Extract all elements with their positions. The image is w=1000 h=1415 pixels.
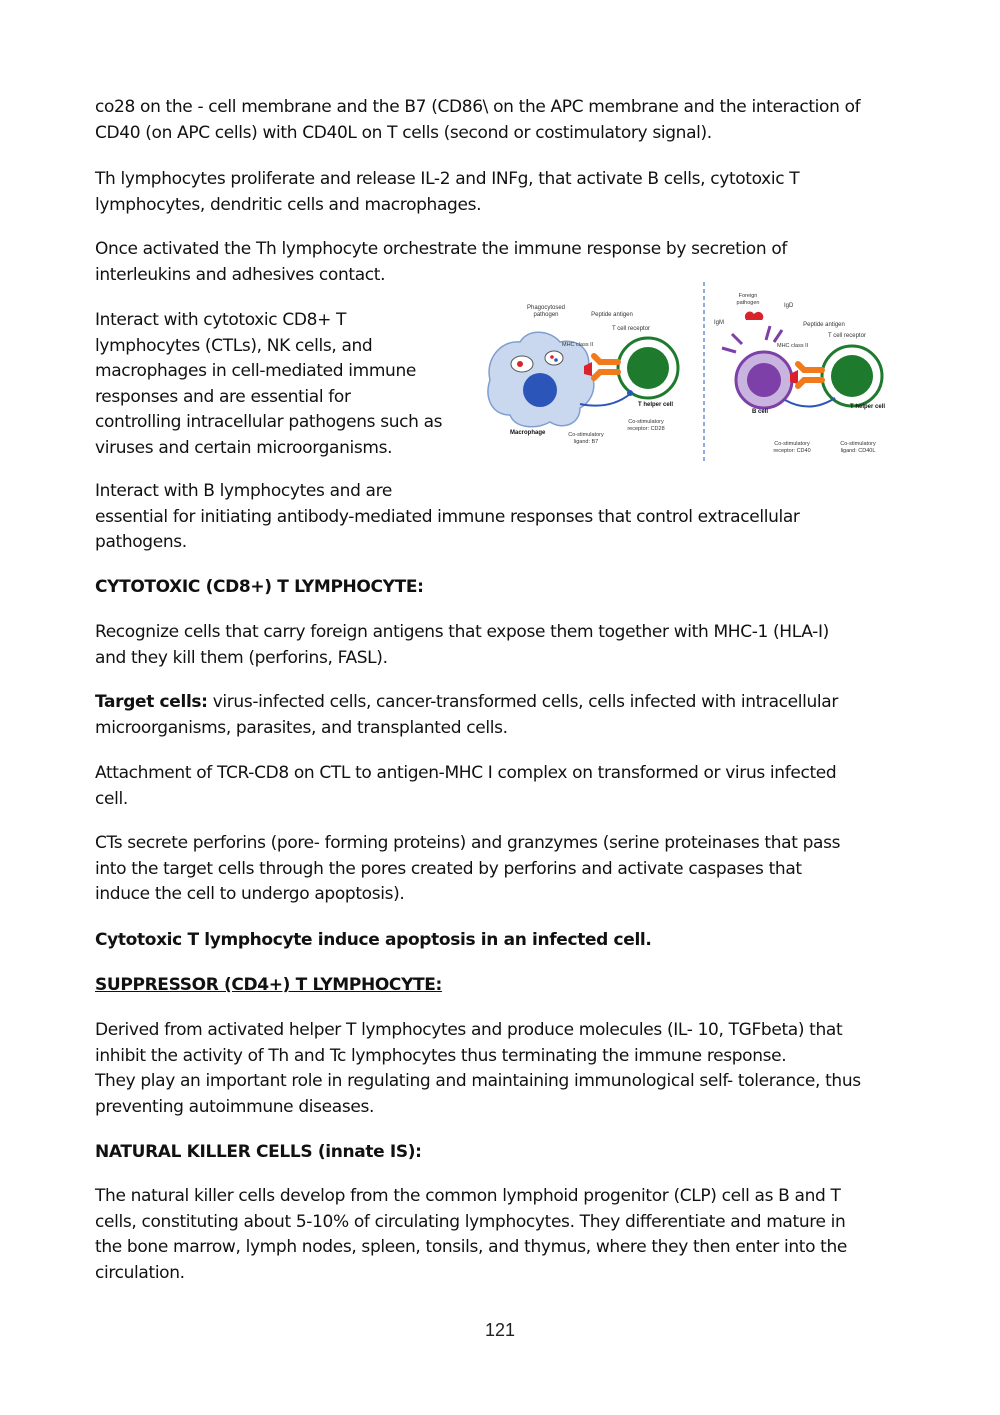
paragraph-th-proliferate: Th lymphocytes proliferate and release IL-2 and INFg, that activate B cells, cytotoxic T lymphocytes, dendritic cells and macrophages. bbox=[95, 169, 800, 215]
paragraph-recognize: Recognize cells that carry foreign antigens that expose them together with MHC-1 (HLA-I) and they kill them (perforins, FASL). bbox=[95, 622, 829, 668]
paragraph-perforins: CTs secrete perforins (pore- forming proteins) and granzymes (serine proteinases that pass into the target cells through the pores created by perforins and activate caspases that induce the cell to undergo apoptosis). bbox=[95, 833, 841, 904]
label-igd: IgD bbox=[784, 303, 794, 309]
paragraph-nk: The natural killer cells develop from the common lymphoid progenitor (CLP) cell as B and T cells, constituting about 5-10% of circulating lymphocytes. They differentiate and mature in the bone marrow, lymph nodes, spleen, tonsils, and thymus, where they then enter into the circulation. bbox=[95, 1186, 848, 1283]
igm bbox=[722, 334, 742, 352]
label-phagocytosed: Phagocytosed bbox=[526, 305, 566, 311]
page-number: 121 bbox=[484, 1320, 516, 1340]
label-th-left: T helper cell bbox=[638, 402, 674, 408]
label-foreign-2: pathogen bbox=[736, 300, 760, 306]
label-foreign: Foreign bbox=[738, 293, 758, 299]
target-cells-label: Target cells: bbox=[95, 692, 208, 712]
igd bbox=[766, 326, 782, 342]
cd40-cd40l bbox=[785, 398, 835, 407]
label-costim-b7: Co-stimulatory bbox=[568, 432, 604, 438]
tcr-left bbox=[594, 356, 618, 378]
foreign-pathogen bbox=[745, 312, 763, 320]
label-mhc2-left: MHC class II bbox=[562, 342, 594, 348]
label-costim-b7-2: ligand: B7 bbox=[573, 439, 599, 445]
label-costim-cd40: Co-stimulatory bbox=[774, 441, 810, 447]
th-activation-figure bbox=[480, 280, 900, 465]
label-bcell: B cell bbox=[752, 409, 769, 415]
heading-suppressor-wrap bbox=[95, 973, 905, 999]
paragraph-costim: co28 on the - cell membrane and the B7 (CD86\ on the APC membrane and the interaction of CD40 (on APC cells) with CD40L on T cells (second or costimulatory signal). bbox=[95, 97, 861, 143]
t-helper-nucleus-left bbox=[627, 347, 669, 389]
statement-apoptosis: Cytotoxic T lymphocyte induce apoptosis in an infected cell. bbox=[95, 930, 652, 950]
paragraph-suppressor: Derived from activated helper T lymphocytes and produce molecules (IL- 10, TGFbeta) that inhibit the activity of Th and Tc lymphocytes thus terminating the immune response. They play an important role in regulating and maintaining immunological self- tolerance, thus preventing autoimmune diseases. bbox=[95, 1020, 861, 1117]
label-peptide-left: Peptide antigen bbox=[591, 312, 633, 318]
paragraph-target-cells: Target cells: virus-infected cells, cancer-transformed cells, cells infected with intracellular microorganisms, parasites, and transplanted cells. bbox=[95, 692, 839, 738]
label-costim-cd28-2: receptor: CD28 bbox=[627, 426, 665, 432]
label-igm: IgM bbox=[714, 320, 725, 326]
label-tcr-left: T cell receptor bbox=[612, 326, 650, 332]
label-phagocytosed-2: pathogen bbox=[533, 312, 559, 318]
label-peptide-right: Peptide antigen bbox=[803, 322, 845, 328]
pathogen-fragment bbox=[517, 361, 523, 367]
label-costim-cd40l-2: ligand: CD40L bbox=[840, 448, 876, 454]
label-tcr-right: T cell receptor bbox=[828, 333, 866, 339]
label-costim-cd40l: Co-stimulatory bbox=[840, 441, 876, 447]
macrophage-nucleus bbox=[523, 373, 557, 407]
tcr-right bbox=[798, 364, 822, 386]
heading-cytotoxic: CYTOTOXIC (CD8+) T LYMPHOCYTE: bbox=[95, 577, 424, 597]
paragraph-th-orchestrate: Once activated the Th lymphocyte orchestrate the immune response by secretion of interleukins and adhesives contact. bbox=[95, 239, 788, 285]
paragraph-interact-b: Interact with B lymphocytes and are essential for initiating antibody-mediated immune responses that control extracellular pathogens. bbox=[95, 481, 800, 552]
antigen-dot bbox=[550, 355, 554, 359]
label-macrophage: Macrophage bbox=[510, 430, 546, 436]
cd28-dot bbox=[627, 390, 633, 396]
antigen-dot bbox=[554, 358, 558, 362]
b-cell-nucleus bbox=[747, 363, 781, 397]
vesicle bbox=[545, 351, 563, 365]
t-helper-nucleus-right bbox=[831, 355, 873, 397]
label-costim-cd28: Co-stimulatory bbox=[628, 419, 664, 425]
heading-suppressor: SUPPRESSOR (CD4+) T LYMPHOCYTE: bbox=[95, 975, 442, 995]
paragraph-interact-cd8: Interact with cytotoxic CD8+ T lymphocytes (CTLs), NK cells, and macrophages in cell-mediated immune responses and are essential for controlling intracellular pathogens such as viruses and certain microorganisms. bbox=[95, 310, 443, 458]
paragraph-attachment: Attachment of TCR-CD8 on CTL to antigen-MHC I complex on transformed or virus infected cell. bbox=[95, 763, 837, 809]
label-th-right: T helper cell bbox=[850, 404, 886, 410]
label-costim-cd40-2: receptor: CD40 bbox=[773, 448, 811, 454]
heading-nk: NATURAL KILLER CELLS (innate IS): bbox=[95, 1142, 422, 1162]
label-mhc2-right: MHC class II bbox=[777, 343, 809, 349]
